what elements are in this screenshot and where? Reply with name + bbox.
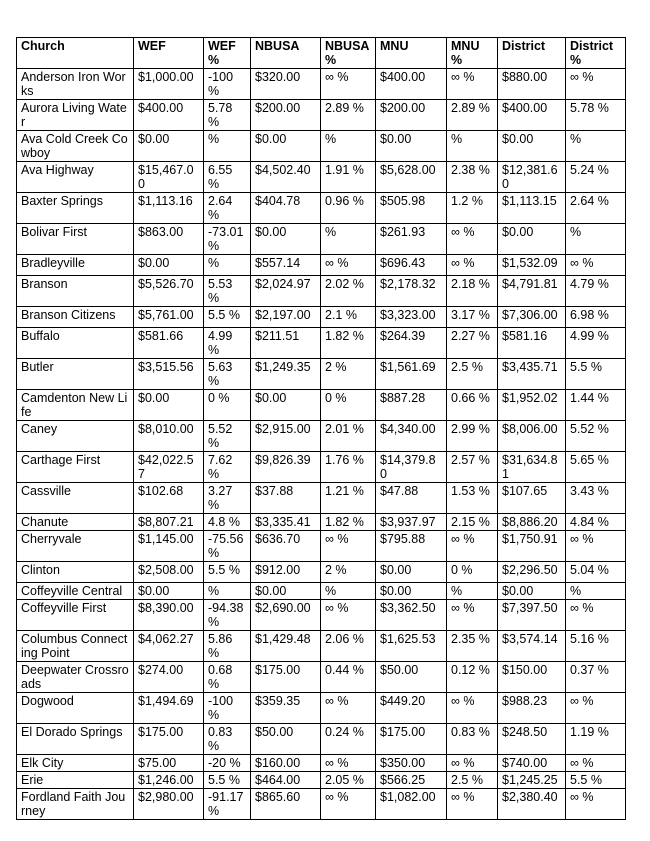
mnu-cell: $47.88 bbox=[376, 483, 447, 514]
district-percent-cell: 5.16 % bbox=[566, 631, 626, 662]
nbusa-cell: $2,024.97 bbox=[251, 276, 321, 307]
nbusa-cell: $200.00 bbox=[251, 100, 321, 131]
nbusa-cell: $557.14 bbox=[251, 255, 321, 276]
nbusa-cell: $50.00 bbox=[251, 724, 321, 755]
mnu-cell: $0.00 bbox=[376, 583, 447, 600]
district-percent-cell: 5.78 % bbox=[566, 100, 626, 131]
district-cell: $1,245.25 bbox=[498, 772, 566, 789]
church-cell: Butler bbox=[17, 359, 134, 390]
nbusa-cell: $2,915.00 bbox=[251, 421, 321, 452]
mnu-percent-cell: % bbox=[447, 583, 498, 600]
district-percent-cell: 6.98 % bbox=[566, 307, 626, 328]
mnu-cell: $5,628.00 bbox=[376, 162, 447, 193]
wef-cell: $15,467.00 bbox=[134, 162, 204, 193]
table-row bbox=[17, 631, 626, 662]
nbusa-cell: $9,826.39 bbox=[251, 452, 321, 483]
mnu-percent-cell: 0.12 % bbox=[447, 662, 498, 693]
nbusa-cell: $160.00 bbox=[251, 755, 321, 772]
district-cell: $12,381.60 bbox=[498, 162, 566, 193]
wef-cell: $5,526.70 bbox=[134, 276, 204, 307]
mnu-percent-cell: 0 % bbox=[447, 562, 498, 583]
wef-cell: $1,494.69 bbox=[134, 693, 204, 724]
table-row bbox=[17, 255, 626, 276]
wef-cell: $274.00 bbox=[134, 662, 204, 693]
wef-percent-cell: % bbox=[204, 583, 251, 600]
mnu-percent-cell: ∞ % bbox=[447, 693, 498, 724]
table-row bbox=[17, 69, 626, 100]
wef-percent-cell: 5.52 % bbox=[204, 421, 251, 452]
wef-cell: $175.00 bbox=[134, 724, 204, 755]
nbusa-percent-cell: 0.24 % bbox=[321, 724, 376, 755]
mnu-percent-cell: 2.27 % bbox=[447, 328, 498, 359]
district-cell: $248.50 bbox=[498, 724, 566, 755]
nbusa-cell: $3,335.41 bbox=[251, 514, 321, 531]
nbusa-percent-cell: 2.89 % bbox=[321, 100, 376, 131]
wef-percent-cell: 5.78 % bbox=[204, 100, 251, 131]
district-percent-cell: ∞ % bbox=[566, 789, 626, 820]
district-cell: $8,886.20 bbox=[498, 514, 566, 531]
district-cell: $0.00 bbox=[498, 583, 566, 600]
mnu-cell: $4,340.00 bbox=[376, 421, 447, 452]
church-cell: Clinton bbox=[17, 562, 134, 583]
wef-percent-cell: -91.17 % bbox=[204, 789, 251, 820]
table-row bbox=[17, 328, 626, 359]
wef-percent-cell: -94.38 % bbox=[204, 600, 251, 631]
mnu-cell: $400.00 bbox=[376, 69, 447, 100]
nbusa-percent-cell: 0 % bbox=[321, 390, 376, 421]
nbusa-percent-cell: 2 % bbox=[321, 562, 376, 583]
district-cell: $31,634.81 bbox=[498, 452, 566, 483]
nbusa-cell: $359.35 bbox=[251, 693, 321, 724]
nbusa-cell: $1,429.48 bbox=[251, 631, 321, 662]
table-row bbox=[17, 662, 626, 693]
nbusa-percent-cell: ∞ % bbox=[321, 255, 376, 276]
district-cell: $107.65 bbox=[498, 483, 566, 514]
table-row bbox=[17, 724, 626, 755]
wef-cell: $4,062.27 bbox=[134, 631, 204, 662]
district-cell: $2,380.40 bbox=[498, 789, 566, 820]
mnu-percent-cell: ∞ % bbox=[447, 789, 498, 820]
mnu-percent-cell: ∞ % bbox=[447, 755, 498, 772]
wef-cell: $0.00 bbox=[134, 390, 204, 421]
wef-cell: $3,515.56 bbox=[134, 359, 204, 390]
church-cell: Columbus Connecting Point bbox=[17, 631, 134, 662]
wef-percent-cell: 5.5 % bbox=[204, 562, 251, 583]
mnu-cell: $175.00 bbox=[376, 724, 447, 755]
wef-percent-cell: 5.86 % bbox=[204, 631, 251, 662]
wef-percent-cell: -75.56 % bbox=[204, 531, 251, 562]
nbusa-percent-cell: % bbox=[321, 131, 376, 162]
header-mnu-percent: MNU % bbox=[447, 38, 498, 69]
wef-percent-cell: -100 % bbox=[204, 69, 251, 100]
nbusa-percent-cell: % bbox=[321, 583, 376, 600]
nbusa-cell: $2,197.00 bbox=[251, 307, 321, 328]
mnu-percent-cell: 0.66 % bbox=[447, 390, 498, 421]
wef-percent-cell: 5.63 % bbox=[204, 359, 251, 390]
district-percent-cell: % bbox=[566, 224, 626, 255]
nbusa-cell: $0.00 bbox=[251, 583, 321, 600]
wef-percent-cell: -20 % bbox=[204, 755, 251, 772]
nbusa-cell: $0.00 bbox=[251, 390, 321, 421]
district-percent-cell: 5.5 % bbox=[566, 359, 626, 390]
district-percent-cell: 0.37 % bbox=[566, 662, 626, 693]
district-cell: $0.00 bbox=[498, 224, 566, 255]
nbusa-cell: $404.78 bbox=[251, 193, 321, 224]
district-percent-cell: 1.44 % bbox=[566, 390, 626, 421]
wef-cell: $400.00 bbox=[134, 100, 204, 131]
mnu-cell: $3,937.97 bbox=[376, 514, 447, 531]
header-district-percent: District % bbox=[566, 38, 626, 69]
wef-percent-cell: 0.68 % bbox=[204, 662, 251, 693]
mnu-percent-cell: 3.17 % bbox=[447, 307, 498, 328]
header-mnu: MNU bbox=[376, 38, 447, 69]
table-row bbox=[17, 390, 626, 421]
wef-percent-cell: 7.62 % bbox=[204, 452, 251, 483]
table-row bbox=[17, 307, 626, 328]
mnu-percent-cell: 2.38 % bbox=[447, 162, 498, 193]
table-row bbox=[17, 193, 626, 224]
wef-cell: $863.00 bbox=[134, 224, 204, 255]
mnu-cell: $3,362.50 bbox=[376, 600, 447, 631]
table-row bbox=[17, 483, 626, 514]
wef-cell: $2,980.00 bbox=[134, 789, 204, 820]
header-church: Church bbox=[17, 38, 134, 69]
district-cell: $150.00 bbox=[498, 662, 566, 693]
nbusa-percent-cell: ∞ % bbox=[321, 600, 376, 631]
church-cell: Branson bbox=[17, 276, 134, 307]
district-cell: $7,306.00 bbox=[498, 307, 566, 328]
table-row bbox=[17, 531, 626, 562]
district-percent-cell: 2.64 % bbox=[566, 193, 626, 224]
church-cell: El Dorado Springs bbox=[17, 724, 134, 755]
nbusa-cell: $211.51 bbox=[251, 328, 321, 359]
header-wef: WEF bbox=[134, 38, 204, 69]
mnu-percent-cell: 2.89 % bbox=[447, 100, 498, 131]
district-cell: $0.00 bbox=[498, 131, 566, 162]
header-wef-percent: WEF % bbox=[204, 38, 251, 69]
table-row bbox=[17, 359, 626, 390]
nbusa-cell: $4,502.40 bbox=[251, 162, 321, 193]
church-cell: Dogwood bbox=[17, 693, 134, 724]
mnu-percent-cell: 1.53 % bbox=[447, 483, 498, 514]
church-cell: Bradleyville bbox=[17, 255, 134, 276]
nbusa-cell: $912.00 bbox=[251, 562, 321, 583]
giving-report-sheet bbox=[16, 37, 626, 820]
table-row bbox=[17, 131, 626, 162]
mnu-percent-cell: ∞ % bbox=[447, 69, 498, 100]
church-cell: Ava Highway bbox=[17, 162, 134, 193]
district-percent-cell: ∞ % bbox=[566, 255, 626, 276]
church-cell: Anderson Iron Works bbox=[17, 69, 134, 100]
mnu-cell: $3,323.00 bbox=[376, 307, 447, 328]
church-cell: Coffeyville Central bbox=[17, 583, 134, 600]
nbusa-percent-cell: 2.02 % bbox=[321, 276, 376, 307]
wef-cell: $8,807.21 bbox=[134, 514, 204, 531]
church-cell: Fordland Faith Journey bbox=[17, 789, 134, 820]
wef-percent-cell: 5.53 % bbox=[204, 276, 251, 307]
table-row bbox=[17, 600, 626, 631]
wef-percent-cell: 4.8 % bbox=[204, 514, 251, 531]
mnu-cell: $50.00 bbox=[376, 662, 447, 693]
nbusa-percent-cell: 1.91 % bbox=[321, 162, 376, 193]
wef-cell: $0.00 bbox=[134, 583, 204, 600]
wef-percent-cell: 2.64 % bbox=[204, 193, 251, 224]
wef-percent-cell: 5.5 % bbox=[204, 307, 251, 328]
wef-percent-cell: -73.01 % bbox=[204, 224, 251, 255]
nbusa-cell: $1,249.35 bbox=[251, 359, 321, 390]
district-percent-cell: 5.65 % bbox=[566, 452, 626, 483]
district-cell: $400.00 bbox=[498, 100, 566, 131]
church-cell: Elk City bbox=[17, 755, 134, 772]
wef-cell: $1,246.00 bbox=[134, 772, 204, 789]
wef-cell: $42,022.57 bbox=[134, 452, 204, 483]
district-percent-cell: ∞ % bbox=[566, 531, 626, 562]
mnu-cell: $350.00 bbox=[376, 755, 447, 772]
wef-percent-cell: 4.99 % bbox=[204, 328, 251, 359]
church-cell: Erie bbox=[17, 772, 134, 789]
mnu-percent-cell: ∞ % bbox=[447, 531, 498, 562]
mnu-percent-cell: ∞ % bbox=[447, 224, 498, 255]
nbusa-percent-cell: 2.05 % bbox=[321, 772, 376, 789]
church-cell: Branson Citizens bbox=[17, 307, 134, 328]
district-cell: $8,006.00 bbox=[498, 421, 566, 452]
nbusa-percent-cell: 2.01 % bbox=[321, 421, 376, 452]
mnu-percent-cell: ∞ % bbox=[447, 255, 498, 276]
nbusa-percent-cell: 0.44 % bbox=[321, 662, 376, 693]
header-nbusa: NBUSA bbox=[251, 38, 321, 69]
wef-percent-cell: 5.5 % bbox=[204, 772, 251, 789]
table-row bbox=[17, 789, 626, 820]
nbusa-cell: $320.00 bbox=[251, 69, 321, 100]
district-percent-cell: 5.52 % bbox=[566, 421, 626, 452]
wef-cell: $102.68 bbox=[134, 483, 204, 514]
table-row bbox=[17, 772, 626, 789]
nbusa-percent-cell: 2.06 % bbox=[321, 631, 376, 662]
district-cell: $1,750.91 bbox=[498, 531, 566, 562]
district-percent-cell: 1.19 % bbox=[566, 724, 626, 755]
mnu-cell: $696.43 bbox=[376, 255, 447, 276]
wef-percent-cell: 6.55 % bbox=[204, 162, 251, 193]
church-cell: Cherryvale bbox=[17, 531, 134, 562]
mnu-cell: $261.93 bbox=[376, 224, 447, 255]
nbusa-cell: $865.60 bbox=[251, 789, 321, 820]
mnu-percent-cell: % bbox=[447, 131, 498, 162]
wef-percent-cell: 0.83 % bbox=[204, 724, 251, 755]
district-percent-cell: ∞ % bbox=[566, 600, 626, 631]
mnu-cell: $1,561.69 bbox=[376, 359, 447, 390]
district-percent-cell: 4.79 % bbox=[566, 276, 626, 307]
district-cell: $740.00 bbox=[498, 755, 566, 772]
table-row bbox=[17, 452, 626, 483]
mnu-percent-cell: 2.99 % bbox=[447, 421, 498, 452]
nbusa-percent-cell: 2 % bbox=[321, 359, 376, 390]
church-cell: Coffeyville First bbox=[17, 600, 134, 631]
mnu-cell: $264.39 bbox=[376, 328, 447, 359]
district-percent-cell: 5.24 % bbox=[566, 162, 626, 193]
mnu-cell: $1,625.53 bbox=[376, 631, 447, 662]
table-row bbox=[17, 562, 626, 583]
nbusa-percent-cell: 1.82 % bbox=[321, 328, 376, 359]
church-cell: Camdenton New Life bbox=[17, 390, 134, 421]
wef-percent-cell: % bbox=[204, 255, 251, 276]
nbusa-percent-cell: 0.96 % bbox=[321, 193, 376, 224]
table-row bbox=[17, 755, 626, 772]
wef-cell: $0.00 bbox=[134, 131, 204, 162]
nbusa-cell: $175.00 bbox=[251, 662, 321, 693]
mnu-percent-cell: ∞ % bbox=[447, 600, 498, 631]
district-cell: $880.00 bbox=[498, 69, 566, 100]
church-cell: Chanute bbox=[17, 514, 134, 531]
district-percent-cell: ∞ % bbox=[566, 69, 626, 100]
nbusa-percent-cell: ∞ % bbox=[321, 755, 376, 772]
church-cell: Cassville bbox=[17, 483, 134, 514]
nbusa-cell: $636.70 bbox=[251, 531, 321, 562]
district-percent-cell: % bbox=[566, 583, 626, 600]
church-cell: Bolivar First bbox=[17, 224, 134, 255]
nbusa-cell: $2,690.00 bbox=[251, 600, 321, 631]
church-cell: Carthage First bbox=[17, 452, 134, 483]
wef-cell: $1,000.00 bbox=[134, 69, 204, 100]
district-percent-cell: 5.04 % bbox=[566, 562, 626, 583]
wef-percent-cell: % bbox=[204, 131, 251, 162]
district-percent-cell: % bbox=[566, 131, 626, 162]
district-cell: $7,397.50 bbox=[498, 600, 566, 631]
church-cell: Buffalo bbox=[17, 328, 134, 359]
nbusa-percent-cell: 1.21 % bbox=[321, 483, 376, 514]
header-row bbox=[17, 38, 626, 69]
table-row bbox=[17, 162, 626, 193]
mnu-cell: $887.28 bbox=[376, 390, 447, 421]
district-cell: $3,574.14 bbox=[498, 631, 566, 662]
district-percent-cell: 3.43 % bbox=[566, 483, 626, 514]
header-nbusa-percent: NBUSA % bbox=[321, 38, 376, 69]
nbusa-percent-cell: ∞ % bbox=[321, 789, 376, 820]
church-cell: Ava Cold Creek Cowboy bbox=[17, 131, 134, 162]
district-cell: $1,113.15 bbox=[498, 193, 566, 224]
nbusa-percent-cell: ∞ % bbox=[321, 531, 376, 562]
nbusa-percent-cell: % bbox=[321, 224, 376, 255]
district-cell: $1,952.02 bbox=[498, 390, 566, 421]
nbusa-percent-cell: ∞ % bbox=[321, 69, 376, 100]
district-percent-cell: ∞ % bbox=[566, 755, 626, 772]
nbusa-cell: $0.00 bbox=[251, 131, 321, 162]
header-district: District bbox=[498, 38, 566, 69]
wef-percent-cell: 0 % bbox=[204, 390, 251, 421]
district-percent-cell: ∞ % bbox=[566, 693, 626, 724]
nbusa-cell: $0.00 bbox=[251, 224, 321, 255]
district-cell: $581.16 bbox=[498, 328, 566, 359]
table-row bbox=[17, 514, 626, 531]
church-cell: Caney bbox=[17, 421, 134, 452]
mnu-cell: $505.98 bbox=[376, 193, 447, 224]
mnu-percent-cell: 2.35 % bbox=[447, 631, 498, 662]
mnu-percent-cell: 1.2 % bbox=[447, 193, 498, 224]
church-cell: Aurora Living Water bbox=[17, 100, 134, 131]
mnu-percent-cell: 2.15 % bbox=[447, 514, 498, 531]
district-percent-cell: 5.5 % bbox=[566, 772, 626, 789]
wef-percent-cell: 3.27 % bbox=[204, 483, 251, 514]
mnu-percent-cell: 2.18 % bbox=[447, 276, 498, 307]
mnu-percent-cell: 2.5 % bbox=[447, 359, 498, 390]
wef-cell: $5,761.00 bbox=[134, 307, 204, 328]
nbusa-percent-cell: 2.1 % bbox=[321, 307, 376, 328]
mnu-cell: $1,082.00 bbox=[376, 789, 447, 820]
table-row bbox=[17, 583, 626, 600]
nbusa-percent-cell: 1.76 % bbox=[321, 452, 376, 483]
giving-table bbox=[16, 37, 626, 820]
mnu-cell: $200.00 bbox=[376, 100, 447, 131]
district-cell: $4,791.81 bbox=[498, 276, 566, 307]
district-cell: $1,532.09 bbox=[498, 255, 566, 276]
wef-cell: $8,390.00 bbox=[134, 600, 204, 631]
church-cell: Baxter Springs bbox=[17, 193, 134, 224]
mnu-cell: $449.20 bbox=[376, 693, 447, 724]
table-row bbox=[17, 693, 626, 724]
mnu-cell: $2,178.32 bbox=[376, 276, 447, 307]
wef-cell: $75.00 bbox=[134, 755, 204, 772]
mnu-percent-cell: 2.57 % bbox=[447, 452, 498, 483]
mnu-cell: $14,379.80 bbox=[376, 452, 447, 483]
mnu-cell: $566.25 bbox=[376, 772, 447, 789]
wef-cell: $1,145.00 bbox=[134, 531, 204, 562]
nbusa-cell: $464.00 bbox=[251, 772, 321, 789]
table-row bbox=[17, 224, 626, 255]
nbusa-percent-cell: 1.82 % bbox=[321, 514, 376, 531]
wef-percent-cell: -100 % bbox=[204, 693, 251, 724]
mnu-cell: $795.88 bbox=[376, 531, 447, 562]
table-row bbox=[17, 276, 626, 307]
wef-cell: $8,010.00 bbox=[134, 421, 204, 452]
district-cell: $3,435.71 bbox=[498, 359, 566, 390]
district-percent-cell: 4.84 % bbox=[566, 514, 626, 531]
mnu-cell: $0.00 bbox=[376, 562, 447, 583]
wef-cell: $1,113.16 bbox=[134, 193, 204, 224]
nbusa-percent-cell: ∞ % bbox=[321, 693, 376, 724]
mnu-percent-cell: 0.83 % bbox=[447, 724, 498, 755]
wef-cell: $2,508.00 bbox=[134, 562, 204, 583]
district-cell: $988.23 bbox=[498, 693, 566, 724]
wef-cell: $0.00 bbox=[134, 255, 204, 276]
wef-cell: $581.66 bbox=[134, 328, 204, 359]
table-body bbox=[17, 69, 626, 820]
nbusa-cell: $37.88 bbox=[251, 483, 321, 514]
table-row bbox=[17, 421, 626, 452]
mnu-cell: $0.00 bbox=[376, 131, 447, 162]
mnu-percent-cell: 2.5 % bbox=[447, 772, 498, 789]
table-row bbox=[17, 100, 626, 131]
district-cell: $2,296.50 bbox=[498, 562, 566, 583]
district-percent-cell: 4.99 % bbox=[566, 328, 626, 359]
church-cell: Deepwater Crossroads bbox=[17, 662, 134, 693]
